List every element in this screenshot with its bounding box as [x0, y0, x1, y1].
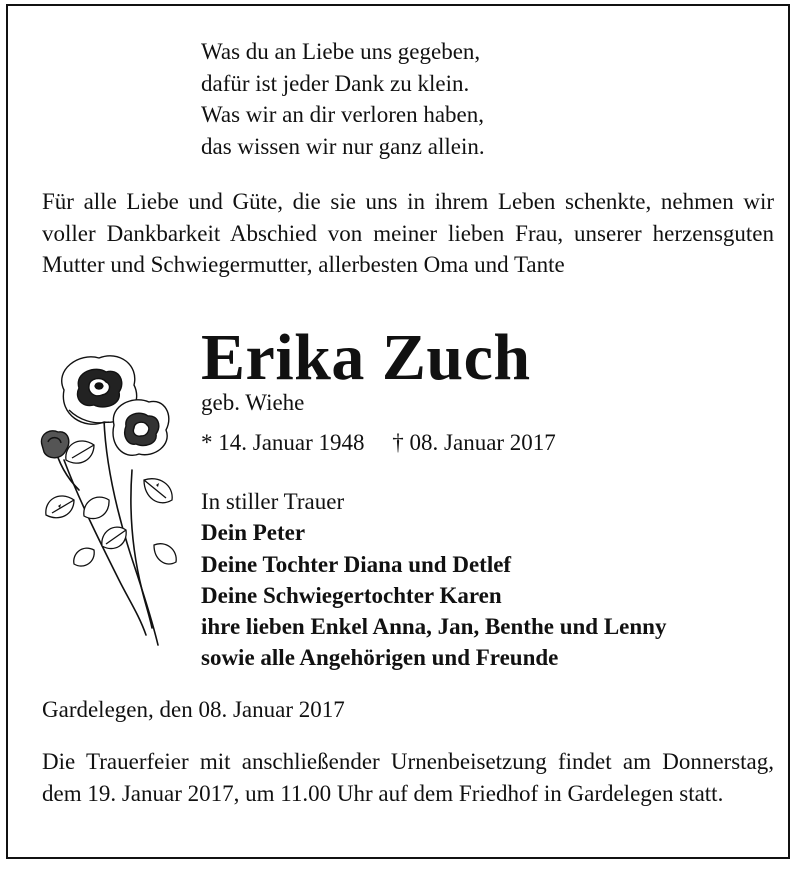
- life-dates: [201, 429, 556, 457]
- funeral-service-notice: Die Trauerfeier mit anschließender Urnenbeisetzung findet am Donnerstag, dem 19. Januar 2017, um 11.00 Uhr auf dem Friedhof in Gardelegen statt.: [42, 749, 774, 806]
- intro-text: Für alle Liebe und Güte, die sie uns in ihrem Leben schenkte, nehmen wir voller Dankbarkeit Abschied von meiner lieben Frau, unserer herzensguten Mutter und Schwiegermutter, allerbesten Oma und Tante: [42, 189, 774, 277]
- poem-line: Was wir an dir verloren haben,: [201, 102, 484, 127]
- roses-illustration-icon: [34, 350, 179, 648]
- mourners-block: [201, 486, 666, 674]
- place-and-date: Gardelegen, den 08. Januar 2017: [42, 697, 345, 722]
- poem-line: das wissen wir nur ganz allein.: [201, 133, 485, 159]
- mourner-line: sowie alle Angehörigen und Freunde: [201, 645, 559, 671]
- obituary-frame: [6, 4, 790, 859]
- poem-line: dafür ist jeder Dank zu klein.: [201, 70, 470, 96]
- birth-date: * 14. Januar 1948: [201, 430, 365, 455]
- poem-line: Was du an Liebe uns gegeben,: [201, 39, 481, 64]
- mourner-line: Deine Tochter Diana und Detlef: [201, 551, 512, 577]
- mourners-heading: In stiller Trauer: [201, 489, 345, 514]
- birth-name: geb. Wiehe: [201, 390, 305, 415]
- poem: [201, 36, 485, 162]
- death-date: † 08. Januar 2017: [392, 430, 556, 455]
- mourner-line: Deine Schwiegertochter Karen: [201, 582, 502, 608]
- mourner-line: Dein Peter: [201, 520, 306, 546]
- deceased-name: Erika Zuch: [201, 321, 531, 394]
- mourner-line: ihre lieben Enkel Anna, Jan, Benthe und Lenny: [201, 614, 667, 640]
